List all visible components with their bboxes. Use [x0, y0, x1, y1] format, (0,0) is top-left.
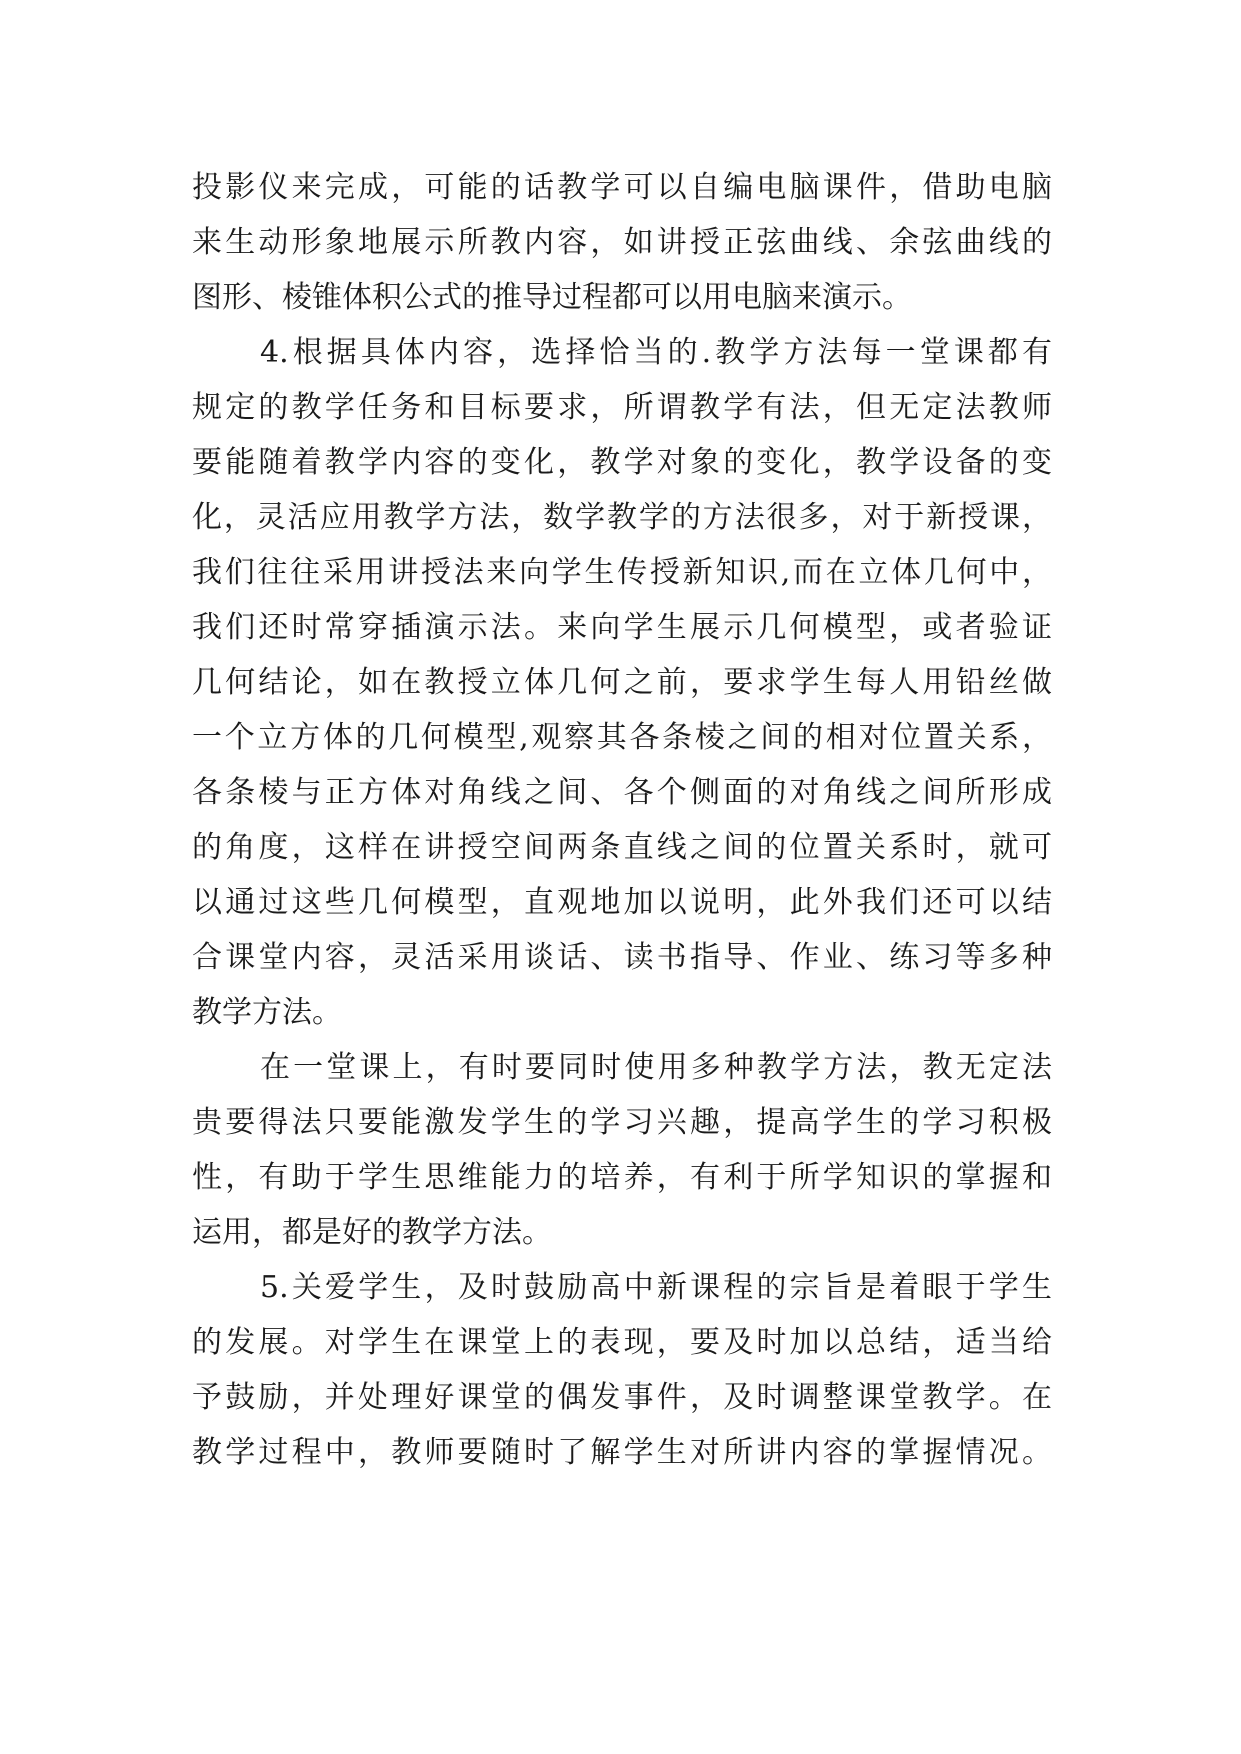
- text-line: 我们还时常穿插演示法。来向学生展示几何模型，或者验证: [192, 610, 1052, 645]
- text-line: 要能随着教学内容的变化，教学对象的变化，教学设备的变: [192, 445, 1052, 480]
- text-line: 运用，都是好的教学方法。: [192, 1215, 552, 1250]
- text-line: 来生动形象地展示所教内容，如讲授正弦曲线、余弦曲线的: [192, 225, 1052, 260]
- text-line: 规定的教学任务和目标要求，所谓教学有法，但无定法教师: [192, 390, 1052, 425]
- text-line: 我们往往采用讲授法来向学生传授新知识,而在立体几何中，: [192, 555, 1052, 590]
- text-line: 图形、棱锥体积公式的推导过程都可以用电脑来演示。: [192, 280, 912, 315]
- text-line: 各条棱与正方体对角线之间、各个侧面的对角线之间所形成: [192, 775, 1052, 810]
- text-line: 以通过这些几何模型，直观地加以说明，此外我们还可以结: [192, 885, 1052, 920]
- paragraph-start-line: 4.根据具体内容，选择恰当的.教学方法每一堂课都有: [260, 335, 1052, 370]
- text-line: 合课堂内容，灵活采用谈话、读书指导、作业、练习等多种: [192, 940, 1052, 975]
- text-line: 教学方法。: [192, 995, 342, 1030]
- body-text: [192, 160, 1052, 1480]
- text-line: 贵要得法只要能激发学生的学习兴趣，提高学生的学习积极: [192, 1105, 1052, 1140]
- text-line: 一个立方体的几何模型,观察其各条棱之间的相对位置关系，: [192, 720, 1052, 755]
- text-line: 性，有助于学生思维能力的培养，有利于所学知识的掌握和: [192, 1160, 1052, 1195]
- paragraph-start-line: 5.关爱学生，及时鼓励高中新课程的宗旨是着眼于学生: [260, 1270, 1052, 1305]
- text-line: 几何结论，如在教授立体几何之前，要求学生每人用铅丝做: [192, 665, 1052, 700]
- text-line: 化，灵活应用教学方法，数学教学的方法很多，对于新授课，: [192, 500, 1052, 535]
- text-line: 教学过程中，教师要随时了解学生对所讲内容的掌握情况。: [192, 1435, 1052, 1470]
- text-line: 的发展。对学生在课堂上的表现，要及时加以总结，适当给: [192, 1325, 1052, 1360]
- paragraph-start-line: 在一堂课上，有时要同时使用多种教学方法，教无定法: [260, 1050, 1052, 1085]
- text-line: 予鼓励，并处理好课堂的偶发事件，及时调整课堂教学。在: [192, 1380, 1052, 1415]
- text-line: 投影仪来完成，可能的话教学可以自编电脑课件，借助电脑: [192, 170, 1052, 205]
- text-line: 的角度，这样在讲授空间两条直线之间的位置关系时，就可: [192, 830, 1052, 865]
